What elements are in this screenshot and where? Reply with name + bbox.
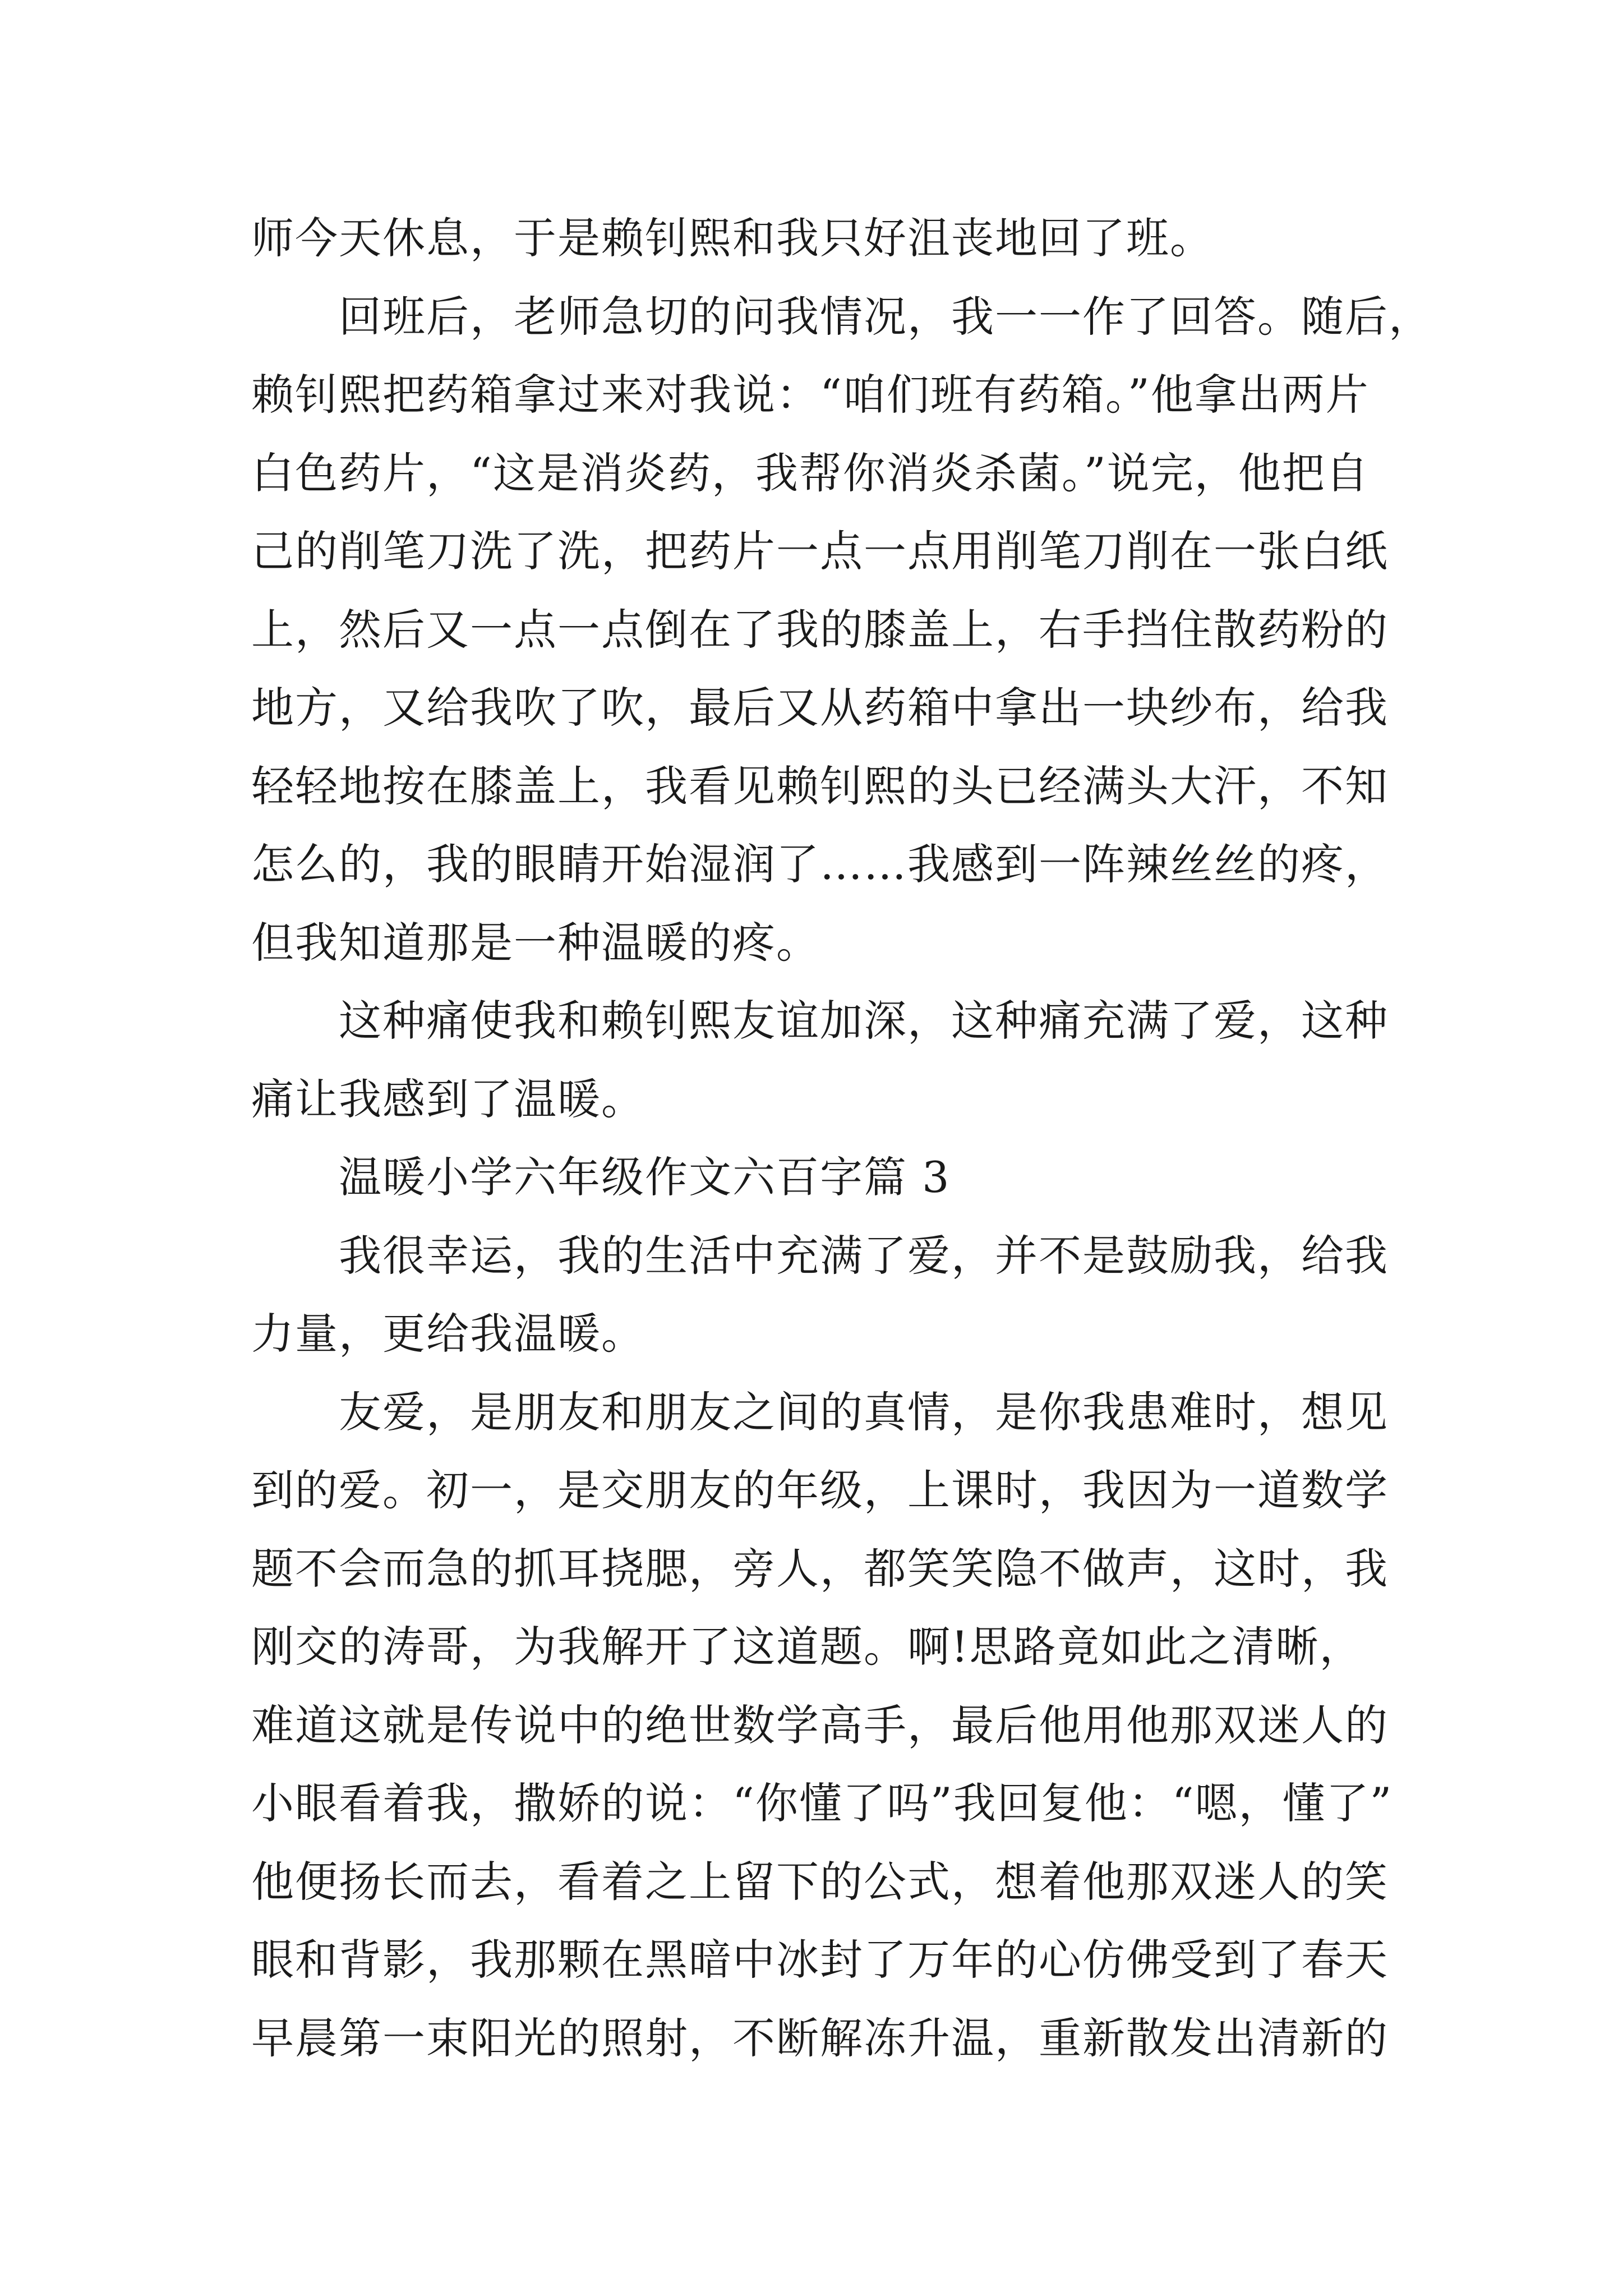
text-line: 己的削笔刀洗了洗，把药片一点一点用削笔刀削在一张白纸 xyxy=(251,526,1389,576)
text-line: 眼和背影，我那颗在黑暗中冰封了万年的心仿佛受到了春天 xyxy=(251,1935,1389,1985)
text-line: 上，然后又一点一点倒在了我的膝盖上，右手挡住散药粉的 xyxy=(251,604,1389,655)
text-line: 白色药片，“这是消炎药，我帮你消炎杀菌。”说完，他把自 xyxy=(251,448,1370,498)
text-line: 轻轻地按在膝盖上，我看见赖钊熙的头已经满头大汗，不知 xyxy=(251,761,1389,811)
section-heading: 温暖小学六年级作文六百字篇 3 xyxy=(339,1152,951,1202)
text-line: 我很幸运，我的生活中充满了爱，并不是鼓励我，给我 xyxy=(339,1230,1389,1281)
text-line: 他便扬长而去，看着之上留下的公式，想着他那双迷人的笑 xyxy=(251,1856,1389,1907)
text-line: 但我知道那是一种温暖的疼。 xyxy=(251,917,820,968)
text-line: 怎么的，我的眼睛开始湿润了……我感到一阵辣丝丝的疼， xyxy=(251,839,1389,889)
text-line: 师今天休息，于是赖钊熙和我只好沮丧地回了班。 xyxy=(251,213,1214,263)
text-line: 这种痛使我和赖钊熙友谊加深，这种痛充满了爱，这种 xyxy=(339,996,1389,1046)
text-line: 到的爱。初一，是交朋友的年级，上课时，我因为一道数学 xyxy=(251,1465,1389,1515)
text-line: 力量，更给我温暖。 xyxy=(251,1309,645,1359)
text-line: 小眼看着我，撒娇的说：“你懂了吗”我回复他：“嗯，懂了” xyxy=(251,1778,1393,1828)
text-line: 地方，又给我吹了吹，最后又从药箱中拿出一块纱布，给我 xyxy=(251,683,1389,733)
text-line: 题不会而急的抓耳挠腮，旁人，都笑笑隐不做声，这时，我 xyxy=(251,1543,1389,1594)
text-line: 赖钊熙把药箱拿过来对我说：“咱们班有药箱。”他拿出两片 xyxy=(251,370,1370,420)
text-line: 早晨第一束阳光的照射，不断解冻升温，重新散发出清新的 xyxy=(251,2013,1389,2063)
essay-body xyxy=(251,199,1432,2077)
text-line: 刚交的涛哥，为我解开了这道题。啊!思路竟如此之清晰， xyxy=(251,1622,1363,1672)
text-line: 友爱，是朋友和朋友之间的真情，是你我患难时，想见 xyxy=(339,1387,1389,1437)
text-line: 回班后，老师急切的问我情况，我一一作了回答。随后， xyxy=(339,291,1432,342)
text-line: 难道这就是传说中的绝世数学高手，最后他用他那双迷人的 xyxy=(251,1700,1389,1750)
text-line: 痛让我感到了温暖。 xyxy=(251,1074,645,1124)
